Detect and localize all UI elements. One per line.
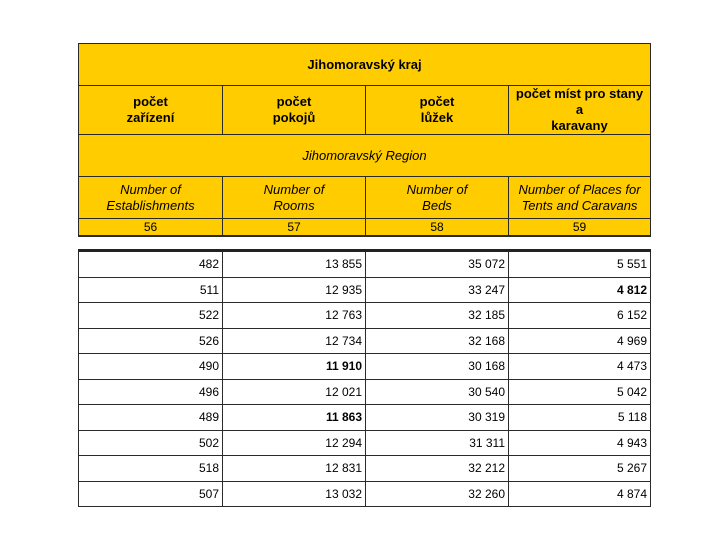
table-cell: 31 311	[366, 430, 509, 456]
table-row	[79, 328, 651, 354]
table-cell: 12 294	[223, 430, 366, 456]
region-title-en: Jihomoravský Region	[79, 135, 651, 177]
table-row	[79, 303, 651, 329]
table-cell: 526	[79, 328, 223, 354]
table-cell: 30 540	[366, 379, 509, 405]
table-cell: 502	[79, 430, 223, 456]
col-header-cz-line1: počet míst pro stany a	[515, 86, 644, 117]
header-table	[78, 43, 651, 237]
col-header-en-rooms	[223, 177, 366, 219]
col-header-en-line1: Number of	[406, 181, 468, 197]
table-cell: 496	[79, 379, 223, 405]
col-header-cz-line2: lůžek	[420, 110, 454, 125]
table-cell: 12 831	[223, 456, 366, 482]
table-row	[79, 481, 651, 507]
table-cell: 33 247	[366, 277, 509, 303]
table-cell: 489	[79, 405, 223, 431]
region-title-cz: Jihomoravský kraj	[79, 44, 651, 86]
col-header-en-line2: Rooms	[273, 197, 315, 213]
table-cell: 11 910	[223, 354, 366, 380]
table-row	[79, 354, 651, 380]
col-header-cz-establishments	[79, 86, 223, 135]
table-cell: 5 551	[509, 251, 651, 278]
table-cell: 30 168	[366, 354, 509, 380]
col-header-cz-line2: karavany	[551, 118, 608, 133]
table-cell: 32 168	[366, 328, 509, 354]
col-header-cz-rooms	[223, 86, 366, 135]
table-cell: 518	[79, 456, 223, 482]
table-cell: 5 118	[509, 405, 651, 431]
table-row	[79, 379, 651, 405]
table-cell: 4 969	[509, 328, 651, 354]
table-cell: 12 021	[223, 379, 366, 405]
table-cell: 507	[79, 481, 223, 507]
table-cell: 12 734	[223, 328, 366, 354]
table-cell: 4 473	[509, 354, 651, 380]
table-cell: 30 319	[366, 405, 509, 431]
col-header-cz-line1: počet	[276, 94, 312, 109]
col-header-cz-places	[509, 86, 651, 135]
data-table	[78, 249, 651, 507]
table-row	[79, 430, 651, 456]
table-cell: 12 763	[223, 303, 366, 329]
table-cell: 482	[79, 251, 223, 278]
table-cell: 511	[79, 277, 223, 303]
table-row	[79, 405, 651, 431]
col-header-en-line1: Number of	[120, 181, 181, 197]
col-header-en-establishments	[79, 177, 223, 219]
table-cell: 4 874	[509, 481, 651, 507]
table-cell: 4 943	[509, 430, 651, 456]
col-header-en-line2: Establishments	[106, 197, 195, 213]
col-header-en-places	[509, 177, 651, 219]
table-cell: 6 152	[509, 303, 651, 329]
table-cell: 32 212	[366, 456, 509, 482]
col-header-cz-line2: zařízení	[126, 110, 175, 125]
table-cell: 5 267	[509, 456, 651, 482]
table-cell: 32 260	[366, 481, 509, 507]
table-cell: 12 935	[223, 277, 366, 303]
table-cell: 490	[79, 354, 223, 380]
col-header-en-line1: Number of Places for	[518, 181, 641, 197]
table-cell: 522	[79, 303, 223, 329]
column-number: 56	[79, 219, 223, 237]
col-header-cz-line1: počet	[419, 94, 455, 109]
col-header-cz-line2: pokojů	[272, 110, 316, 125]
table-cell: 13 855	[223, 251, 366, 278]
table-cell: 4 812	[509, 277, 651, 303]
col-header-en-beds	[366, 177, 509, 219]
table-row	[79, 456, 651, 482]
statistics-sheet	[78, 43, 650, 507]
spacer	[78, 237, 650, 249]
table-cell: 13 032	[223, 481, 366, 507]
table-row	[79, 277, 651, 303]
table-cell: 35 072	[366, 251, 509, 278]
column-number: 57	[223, 219, 366, 237]
col-header-en-line2: Beds	[422, 197, 452, 213]
table-cell: 11 863	[223, 405, 366, 431]
table-row	[79, 251, 651, 278]
table-cell: 32 185	[366, 303, 509, 329]
col-header-en-line1: Number of	[263, 181, 325, 197]
col-header-cz-beds	[366, 86, 509, 135]
col-header-en-line2: Tents and Caravans	[521, 197, 638, 213]
table-cell: 5 042	[509, 379, 651, 405]
column-number: 59	[509, 219, 651, 237]
column-number: 58	[366, 219, 509, 237]
col-header-cz-line1: počet	[133, 94, 168, 109]
